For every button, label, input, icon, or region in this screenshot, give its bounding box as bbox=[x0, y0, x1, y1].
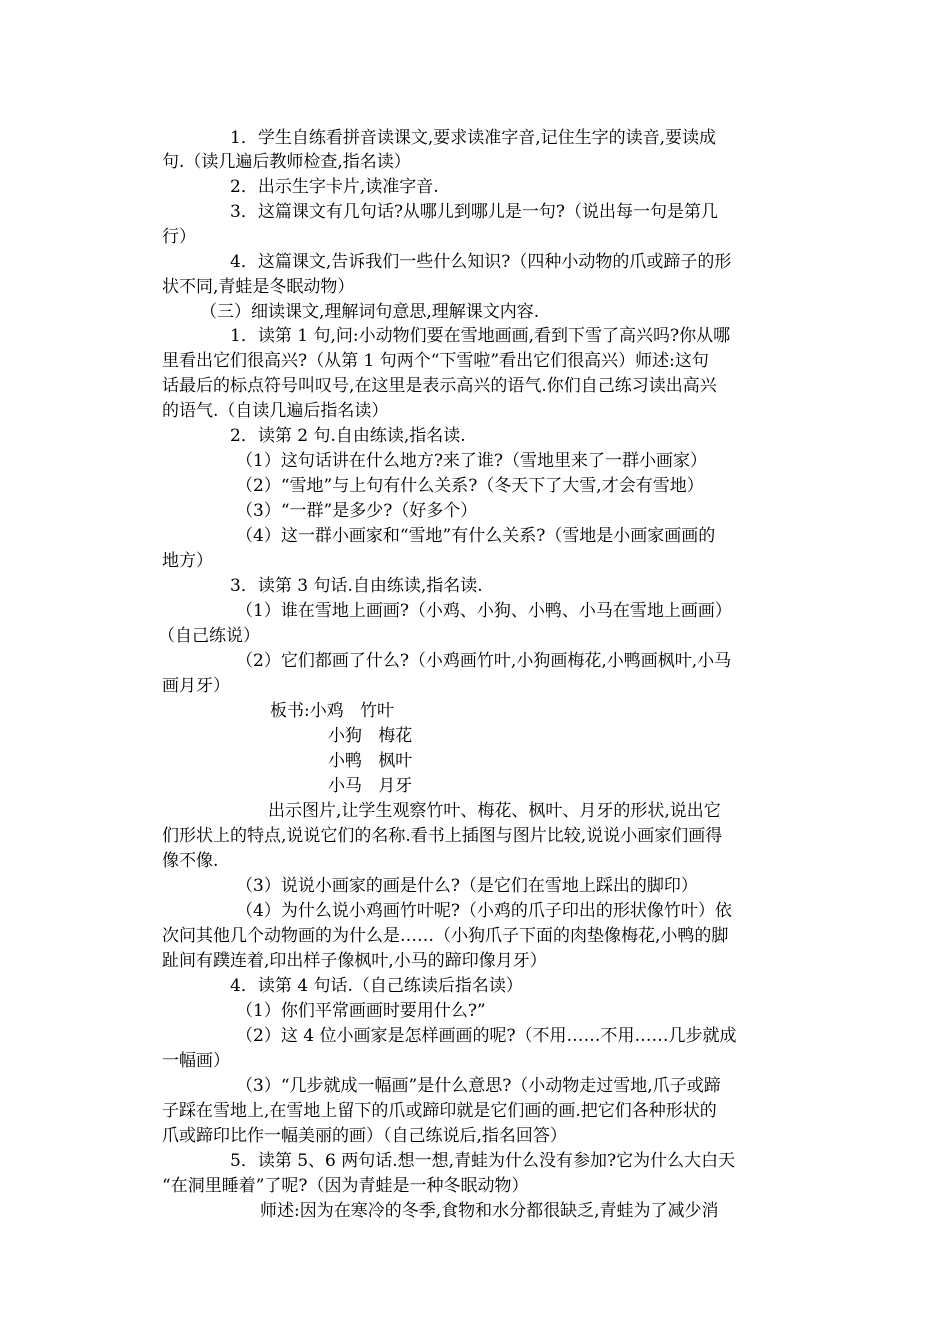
paragraph-line: 的语气.（自读几遍后指名读） bbox=[162, 401, 389, 421]
paragraph-line: 爪或蹄印比作一幅美丽的画）（自己练说后,指名回答） bbox=[162, 1126, 567, 1146]
paragraph-line: 们形状上的特点,说说它们的名称.看书上插图与图片比较,说说小画家们画得 bbox=[162, 826, 723, 846]
paragraph-line: （4）为什么说小鸡画竹叶呢?（小鸡的爪子印出的形状像竹叶）依 bbox=[236, 901, 732, 921]
paragraph-line: （1）这句话讲在什么地方?来了谁?（雪地里来了一群小画家） bbox=[236, 451, 708, 471]
blackboard-line: 板书:小鸡 竹叶 bbox=[270, 701, 394, 721]
paragraph-line: 3．这篇课文有几句话?从哪儿到哪儿是一句?（说出每一句是第几 bbox=[230, 202, 719, 222]
section-heading: （三）细读课文,理解词句意思,理解课文内容. bbox=[200, 302, 540, 322]
paragraph-line: 状不同,青蛙是冬眠动物） bbox=[162, 277, 355, 297]
paragraph-line: （2）它们都画了什么?（小鸡画竹叶,小狗画梅花,小鸭画枫叶,小马 bbox=[236, 651, 732, 671]
paragraph-line: 2．读第 2 句.自由练读,指名读. bbox=[230, 426, 466, 446]
paragraph-line: （3）“几步就成一幅画”是什么意思?（小动物走过雪地,爪子或蹄 bbox=[236, 1076, 721, 1096]
blackboard-line: 小马 月牙 bbox=[328, 776, 413, 796]
paragraph-line: （3）说说小画家的画是什么?（是它们在雪地上踩出的脚印） bbox=[236, 876, 698, 896]
paragraph-line: 趾间有蹼连着,印出样子像枫叶,小马的蹄印像月牙） bbox=[162, 951, 547, 971]
paragraph-line: 4．这篇课文,告诉我们一些什么知识?（四种小动物的爪或蹄子的形 bbox=[230, 252, 732, 272]
paragraph-line: 一幅画） bbox=[162, 1051, 230, 1071]
blackboard-line: 小鸭 枫叶 bbox=[328, 751, 413, 771]
blackboard-line: 小狗 梅花 bbox=[328, 726, 413, 746]
paragraph-line: 3．读第 3 句话.自由练读,指名读. bbox=[230, 576, 483, 596]
paragraph-line: 里看出它们很高兴?（从第 1 句两个“下雪啦”看出它们很高兴）师述:这句 bbox=[162, 351, 709, 371]
paragraph-line: 像不像. bbox=[162, 851, 219, 871]
paragraph-line: “在洞里睡着”了呢?（因为青蛙是一种冬眠动物） bbox=[162, 1176, 529, 1196]
paragraph-line: 地方） bbox=[162, 551, 213, 571]
paragraph-line: 子踩在雪地上,在雪地上留下的爪或蹄印就是它们画的画.把它们各种形状的 bbox=[162, 1101, 717, 1121]
paragraph-line: 1．读第 1 句,问:小动物们要在雪地画画,看到下雪了高兴吗?你从哪 bbox=[230, 326, 731, 346]
paragraph-line: 话最后的标点符号叫叹号,在这里是表示高兴的语气.你们自己练习读出高兴 bbox=[162, 376, 717, 396]
paragraph-line: 师述:因为在寒冷的冬季,食物和水分都很缺乏,青蛙为了减少消 bbox=[260, 1201, 719, 1221]
paragraph-line: 5．读第 5、6 两句话.想一想,青蛙为什么没有参加?它为什么大白天 bbox=[230, 1151, 736, 1171]
paragraph-line: （自己练说） bbox=[158, 626, 260, 646]
paragraph-line: （2）“雪地”与上句有什么关系?（冬天下了大雪,才会有雪地） bbox=[236, 476, 704, 496]
paragraph-line: （3）“一群”是多少?（好多个） bbox=[236, 501, 478, 521]
paragraph-line: 次问其他几个动物画的为什么是……（小狗爪子下面的肉垫像梅花,小鸭的脚 bbox=[162, 926, 729, 946]
paragraph-line: 行） bbox=[162, 227, 196, 247]
paragraph-line: （1）谁在雪地上画画?（小鸡、小狗、小鸭、小马在雪地上画画） bbox=[236, 601, 732, 621]
paragraph-line: 4．读第 4 句话.（自己练读后指名读） bbox=[230, 976, 523, 996]
paragraph-line: （1）你们平常画画时要用什么?” bbox=[236, 1001, 486, 1021]
paragraph-line: 出示图片,让学生观察竹叶、梅花、枫叶、月牙的形状,说出它 bbox=[268, 801, 721, 821]
paragraph-line: （4）这一群小画家和“雪地”有什么关系?（雪地是小画家画画的 bbox=[236, 526, 716, 546]
paragraph-line: 2．出示生字卡片,读准字音. bbox=[230, 177, 439, 197]
paragraph-line: （2）这 4 位小画家是怎样画画的呢?（不用……不用……几步就成 bbox=[236, 1026, 737, 1046]
paragraph-line: 句.（读几遍后教师检查,指名读） bbox=[162, 152, 411, 172]
paragraph-line: 1．学生自练看拼音读课文,要求读准字音,记住生字的读音,要读成 bbox=[230, 128, 717, 148]
paragraph-line: 画月牙） bbox=[162, 676, 230, 696]
